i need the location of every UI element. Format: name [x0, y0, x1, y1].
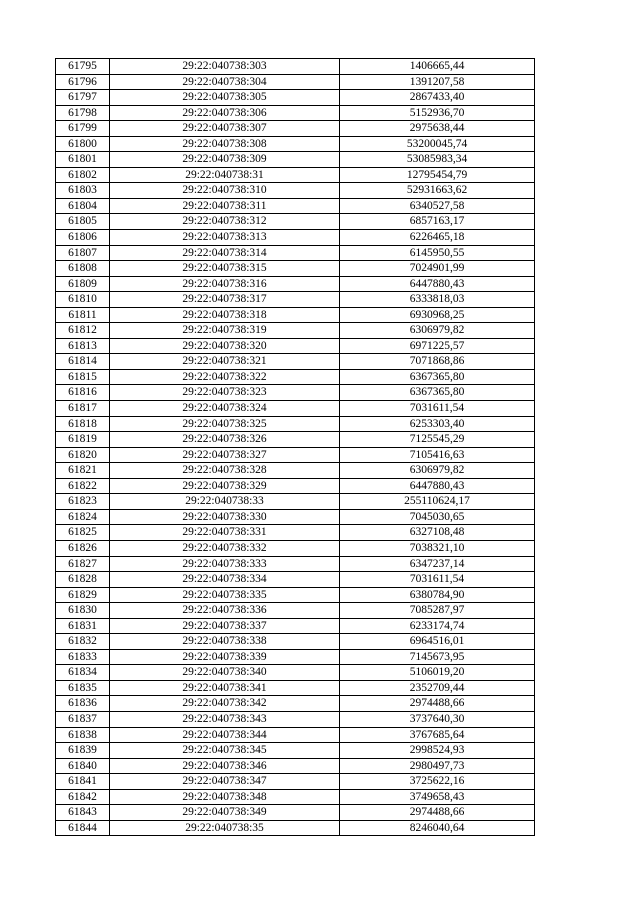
row-number-cell: 61832: [56, 634, 110, 650]
cadastral-value-cell: 1406665,44: [340, 59, 535, 75]
row-number-cell: 61839: [56, 743, 110, 759]
cadastral-value-cell: 2975638,44: [340, 121, 535, 137]
cadastral-number-cell: 29:22:040738:306: [110, 105, 340, 121]
row-number-cell: 61815: [56, 369, 110, 385]
cadastral-number-cell: 29:22:040738:309: [110, 152, 340, 168]
cadastral-number-cell: 29:22:040738:313: [110, 230, 340, 246]
cadastral-value-cell: 6340527,58: [340, 198, 535, 214]
table-row: [56, 743, 535, 759]
row-number-cell: 61829: [56, 587, 110, 603]
table-row: [56, 74, 535, 90]
row-number-cell: 61833: [56, 649, 110, 665]
cadastral-value-cell: 3737640,30: [340, 711, 535, 727]
table-row: [56, 572, 535, 588]
cadastral-value-cell: 7105416,63: [340, 447, 535, 463]
cadastral-value-cell: 6971225,57: [340, 338, 535, 354]
table-row: [56, 136, 535, 152]
cadastral-number-cell: 29:22:040738:314: [110, 245, 340, 261]
row-number-cell: 61814: [56, 354, 110, 370]
cadastral-value-cell: 6233174,74: [340, 618, 535, 634]
table-row: [56, 105, 535, 121]
table-row: [56, 385, 535, 401]
row-number-cell: 61795: [56, 59, 110, 75]
cadastral-value-cell: 12795454,79: [340, 167, 535, 183]
cadastral-number-cell: 29:22:040738:338: [110, 634, 340, 650]
cadastral-number-cell: 29:22:040738:311: [110, 198, 340, 214]
row-number-cell: 61837: [56, 711, 110, 727]
cadastral-number-cell: 29:22:040738:332: [110, 540, 340, 556]
cadastral-value-cell: 53200045,74: [340, 136, 535, 152]
cadastral-number-cell: 29:22:040738:347: [110, 774, 340, 790]
table-row: [56, 198, 535, 214]
row-number-cell: 61796: [56, 74, 110, 90]
cadastral-number-cell: 29:22:040738:35: [110, 820, 340, 836]
cadastral-value-cell: 6145950,55: [340, 245, 535, 261]
cadastral-number-cell: 29:22:040738:322: [110, 369, 340, 385]
row-number-cell: 61802: [56, 167, 110, 183]
cadastral-value-cell: 7031611,54: [340, 572, 535, 588]
table-row: [56, 540, 535, 556]
cadastral-number-cell: 29:22:040738:331: [110, 525, 340, 541]
cadastral-value-cell: 53085983,34: [340, 152, 535, 168]
table-row: [56, 820, 535, 836]
row-number-cell: 61807: [56, 245, 110, 261]
cadastral-value-cell: 6306979,82: [340, 323, 535, 339]
row-number-cell: 61820: [56, 447, 110, 463]
cadastral-value-cell: 8246040,64: [340, 820, 535, 836]
table-row: [56, 649, 535, 665]
table-row: [56, 696, 535, 712]
cadastral-number-cell: 29:22:040738:327: [110, 447, 340, 463]
cadastral-number-cell: 29:22:040738:307: [110, 121, 340, 137]
row-number-cell: 61844: [56, 820, 110, 836]
row-number-cell: 61835: [56, 680, 110, 696]
cadastral-number-cell: 29:22:040738:319: [110, 323, 340, 339]
cadastral-value-cell: 6447880,43: [340, 276, 535, 292]
cadastral-value-table: [55, 58, 535, 836]
cadastral-number-cell: 29:22:040738:341: [110, 680, 340, 696]
cadastral-value-cell: 6333818,03: [340, 292, 535, 308]
row-number-cell: 61838: [56, 727, 110, 743]
row-number-cell: 61828: [56, 572, 110, 588]
cadastral-number-cell: 29:22:040738:330: [110, 509, 340, 525]
cadastral-value-cell: 6964516,01: [340, 634, 535, 650]
row-number-cell: 61800: [56, 136, 110, 152]
table-row: [56, 214, 535, 230]
table-row: [56, 152, 535, 168]
cadastral-value-cell: 255110624,17: [340, 494, 535, 510]
table-row: [56, 494, 535, 510]
table-row: [56, 603, 535, 619]
cadastral-number-cell: 29:22:040738:335: [110, 587, 340, 603]
row-number-cell: 61827: [56, 556, 110, 572]
cadastral-number-cell: 29:22:040738:344: [110, 727, 340, 743]
row-number-cell: 61798: [56, 105, 110, 121]
table-row: [56, 587, 535, 603]
cadastral-value-cell: 6367365,80: [340, 369, 535, 385]
row-number-cell: 61842: [56, 789, 110, 805]
cadastral-value-cell: 2974488,66: [340, 696, 535, 712]
cadastral-number-cell: 29:22:040738:334: [110, 572, 340, 588]
cadastral-value-cell: 3767685,64: [340, 727, 535, 743]
row-number-cell: 61805: [56, 214, 110, 230]
cadastral-number-cell: 29:22:040738:308: [110, 136, 340, 152]
row-number-cell: 61797: [56, 90, 110, 106]
table-row: [56, 276, 535, 292]
cadastral-number-cell: 29:22:040738:312: [110, 214, 340, 230]
row-number-cell: 61818: [56, 416, 110, 432]
cadastral-value-cell: 7024901,99: [340, 261, 535, 277]
table-row: [56, 401, 535, 417]
cadastral-value-cell: 6930968,25: [340, 307, 535, 323]
table-row: [56, 556, 535, 572]
table-row: [56, 338, 535, 354]
row-number-cell: 61840: [56, 758, 110, 774]
cadastral-value-cell: 7071868,86: [340, 354, 535, 370]
row-number-cell: 61826: [56, 540, 110, 556]
cadastral-number-cell: 29:22:040738:339: [110, 649, 340, 665]
cadastral-value-cell: 6857163,17: [340, 214, 535, 230]
table-row: [56, 618, 535, 634]
row-number-cell: 61799: [56, 121, 110, 137]
cadastral-value-cell: 6447880,43: [340, 478, 535, 494]
cadastral-number-cell: 29:22:040738:315: [110, 261, 340, 277]
cadastral-value-cell: 7031611,54: [340, 401, 535, 417]
cadastral-number-cell: 29:22:040738:325: [110, 416, 340, 432]
table-row: [56, 323, 535, 339]
table-row: [56, 680, 535, 696]
table-row: [56, 261, 535, 277]
cadastral-value-cell: 5106019,20: [340, 665, 535, 681]
table-row: [56, 447, 535, 463]
cadastral-number-cell: 29:22:040738:310: [110, 183, 340, 199]
row-number-cell: 61808: [56, 261, 110, 277]
row-number-cell: 61809: [56, 276, 110, 292]
cadastral-number-cell: 29:22:040738:337: [110, 618, 340, 634]
cadastral-value-cell: 2352709,44: [340, 680, 535, 696]
row-number-cell: 61830: [56, 603, 110, 619]
cadastral-number-cell: 29:22:040738:323: [110, 385, 340, 401]
row-number-cell: 61821: [56, 463, 110, 479]
row-number-cell: 61804: [56, 198, 110, 214]
row-number-cell: 61822: [56, 478, 110, 494]
cadastral-number-cell: 29:22:040738:316: [110, 276, 340, 292]
cadastral-value-cell: 7085287,97: [340, 603, 535, 619]
cadastral-value-cell: 5152936,70: [340, 105, 535, 121]
table-row: [56, 354, 535, 370]
table-row: [56, 369, 535, 385]
table-row: [56, 711, 535, 727]
cadastral-value-cell: 7038321,10: [340, 540, 535, 556]
cadastral-number-cell: 29:22:040738:320: [110, 338, 340, 354]
cadastral-number-cell: 29:22:040738:318: [110, 307, 340, 323]
cadastral-number-cell: 29:22:040738:340: [110, 665, 340, 681]
cadastral-value-cell: 6347237,14: [340, 556, 535, 572]
row-number-cell: 61812: [56, 323, 110, 339]
table-row: [56, 292, 535, 308]
table-body: [56, 59, 535, 836]
table-row: [56, 509, 535, 525]
row-number-cell: 61831: [56, 618, 110, 634]
table-row: [56, 789, 535, 805]
table-row: [56, 416, 535, 432]
row-number-cell: 61811: [56, 307, 110, 323]
cadastral-number-cell: 29:22:040738:321: [110, 354, 340, 370]
table-row: [56, 121, 535, 137]
row-number-cell: 61823: [56, 494, 110, 510]
row-number-cell: 61803: [56, 183, 110, 199]
cadastral-number-cell: 29:22:040738:33: [110, 494, 340, 510]
row-number-cell: 61801: [56, 152, 110, 168]
row-number-cell: 61825: [56, 525, 110, 541]
table-row: [56, 59, 535, 75]
cadastral-value-cell: 7145673,95: [340, 649, 535, 665]
cadastral-number-cell: 29:22:040738:328: [110, 463, 340, 479]
table-row: [56, 805, 535, 821]
row-number-cell: 61841: [56, 774, 110, 790]
cadastral-number-cell: 29:22:040738:304: [110, 74, 340, 90]
cadastral-value-cell: 6306979,82: [340, 463, 535, 479]
cadastral-number-cell: 29:22:040738:329: [110, 478, 340, 494]
table-row: [56, 758, 535, 774]
cadastral-number-cell: 29:22:040738:333: [110, 556, 340, 572]
row-number-cell: 61824: [56, 509, 110, 525]
table-row: [56, 727, 535, 743]
row-number-cell: 61810: [56, 292, 110, 308]
cadastral-number-cell: 29:22:040738:326: [110, 432, 340, 448]
cadastral-number-cell: 29:22:040738:303: [110, 59, 340, 75]
row-number-cell: 61834: [56, 665, 110, 681]
table-row: [56, 307, 535, 323]
table-row: [56, 478, 535, 494]
cadastral-number-cell: 29:22:040738:317: [110, 292, 340, 308]
cadastral-value-cell: 6367365,80: [340, 385, 535, 401]
cadastral-number-cell: 29:22:040738:342: [110, 696, 340, 712]
cadastral-value-cell: 52931663,62: [340, 183, 535, 199]
cadastral-value-cell: 2974488,66: [340, 805, 535, 821]
cadastral-value-cell: 1391207,58: [340, 74, 535, 90]
row-number-cell: 61843: [56, 805, 110, 821]
table-row: [56, 167, 535, 183]
cadastral-number-cell: 29:22:040738:336: [110, 603, 340, 619]
row-number-cell: 61813: [56, 338, 110, 354]
table-row: [56, 525, 535, 541]
table-row: [56, 90, 535, 106]
table-row: [56, 245, 535, 261]
cadastral-value-cell: 6380784,90: [340, 587, 535, 603]
row-number-cell: 61806: [56, 230, 110, 246]
cadastral-number-cell: 29:22:040738:305: [110, 90, 340, 106]
row-number-cell: 61819: [56, 432, 110, 448]
cadastral-number-cell: 29:22:040738:343: [110, 711, 340, 727]
table-row: [56, 432, 535, 448]
row-number-cell: 61836: [56, 696, 110, 712]
cadastral-number-cell: 29:22:040738:348: [110, 789, 340, 805]
cadastral-number-cell: 29:22:040738:349: [110, 805, 340, 821]
table-row: [56, 230, 535, 246]
cadastral-value-cell: 2998524,93: [340, 743, 535, 759]
cadastral-value-cell: 6226465,18: [340, 230, 535, 246]
row-number-cell: 61816: [56, 385, 110, 401]
cadastral-number-cell: 29:22:040738:346: [110, 758, 340, 774]
table-row: [56, 665, 535, 681]
cadastral-value-cell: 2867433,40: [340, 90, 535, 106]
table-row: [56, 634, 535, 650]
cadastral-value-cell: 3749658,43: [340, 789, 535, 805]
cadastral-value-cell: 2980497,73: [340, 758, 535, 774]
table-row: [56, 463, 535, 479]
table-row: [56, 774, 535, 790]
table-row: [56, 183, 535, 199]
cadastral-number-cell: 29:22:040738:31: [110, 167, 340, 183]
cadastral-value-cell: 7125545,29: [340, 432, 535, 448]
cadastral-number-cell: 29:22:040738:324: [110, 401, 340, 417]
cadastral-value-cell: 6253303,40: [340, 416, 535, 432]
cadastral-value-cell: 6327108,48: [340, 525, 535, 541]
cadastral-number-cell: 29:22:040738:345: [110, 743, 340, 759]
cadastral-value-cell: 7045030,65: [340, 509, 535, 525]
cadastral-value-cell: 3725622,16: [340, 774, 535, 790]
row-number-cell: 61817: [56, 401, 110, 417]
